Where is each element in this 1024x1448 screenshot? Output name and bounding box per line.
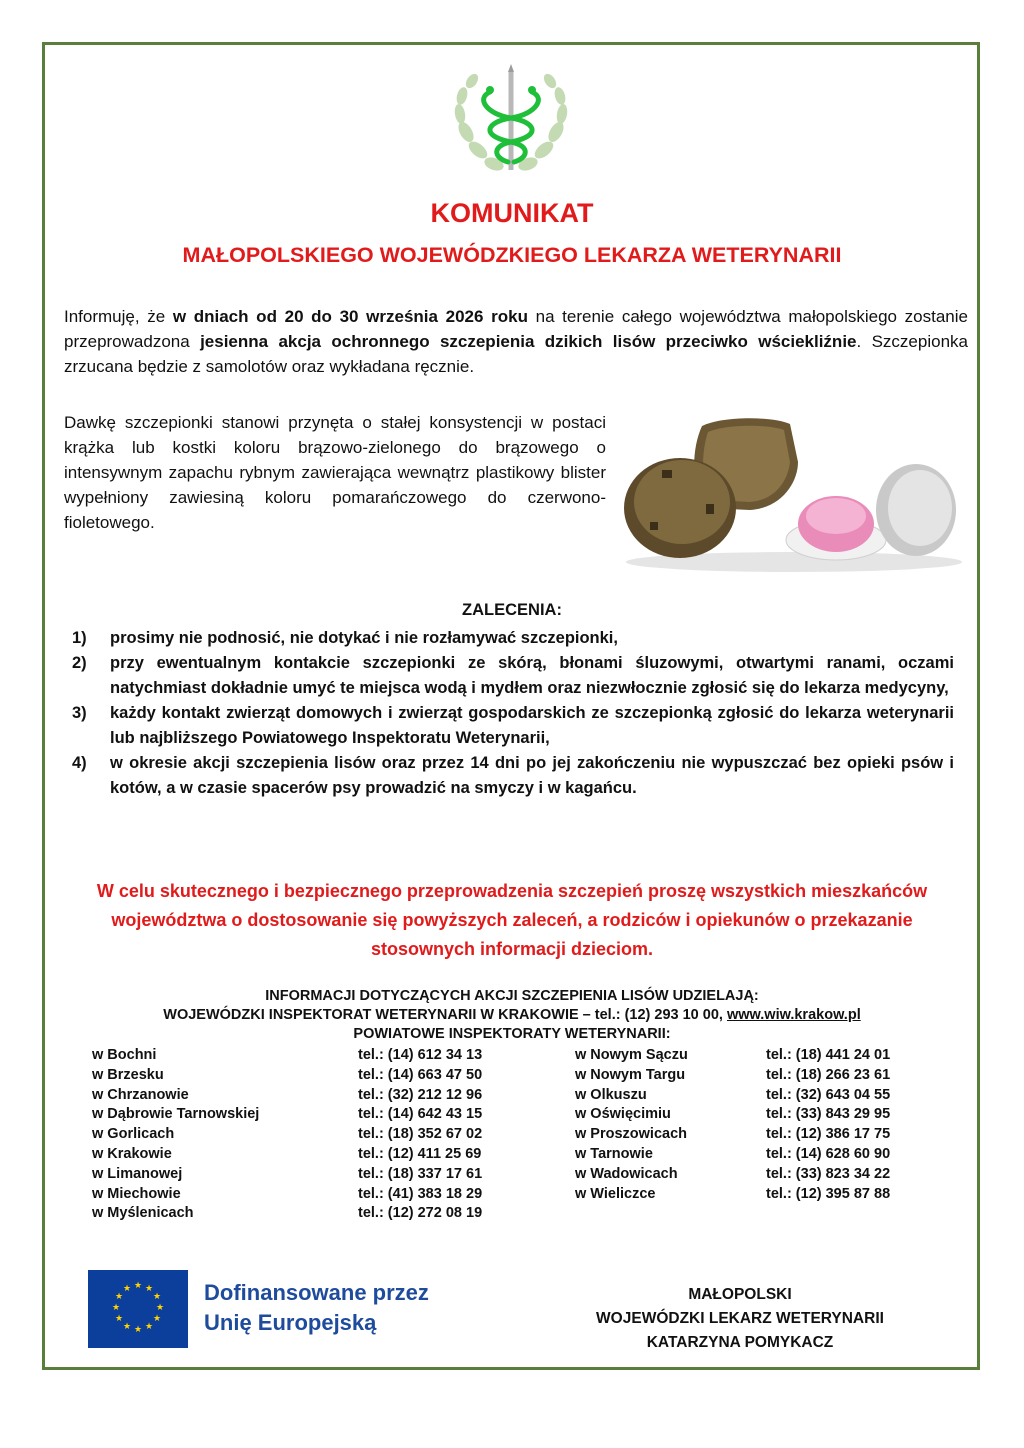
office-name: w Nowym Sączu [575, 1047, 688, 1063]
intro-text: . Szczepionka zrzucana będzie z samolotów oraz wykładana ręcznie. [64, 332, 968, 376]
recommendation-text: w okresie akcji szczepienia lisów oraz przez 14 dni po jej zakończeniu nie wypuszczać bez opieki psów i kotów, a w czasie spacerów psy prowadzić na smyczy i w kagańcu. [110, 754, 954, 797]
svg-text:★: ★ [144, 1322, 154, 1332]
appeal-note: W celu skutecznego i bezpiecznego przeprowadzenia szczepień proszę wszystkich mieszkańców województwa o dostosowanie się powyższych zaleceń, a rodziców i opiekunów o przekazanie stosownych informacji dzieciom. [96, 881, 928, 959]
intro-text: na terenie całego województwa małopolskiego zostanie przeprowadzona [64, 307, 968, 351]
office-name: w Krakowie [92, 1145, 172, 1162]
intro-campaign: jesienna akcja ochronnego szczepienia dzikich lisów przeciwko wściekliźnie [200, 332, 857, 351]
svg-text:★: ★ [111, 1303, 121, 1313]
piw-heading: POWIATOWE INSPEKTORATY WETERYNARII: [353, 1026, 671, 1042]
office-phone: tel.: (14) 642 43 15 [358, 1106, 483, 1123]
contact-row [92, 1105, 926, 1125]
office-phone: tel.: (12) 411 25 69 [358, 1145, 482, 1162]
contact-row [92, 1204, 926, 1224]
wiw-website-link[interactable]: www.wiw.krakow.pl [726, 1007, 861, 1023]
veterinary-caduceus-logo [446, 62, 576, 180]
blister-pink [786, 496, 886, 560]
office-phone: tel.: (18) 337 17 61 [358, 1165, 483, 1182]
office-phone: tel.: (18) 352 67 02 [358, 1126, 483, 1143]
office-name: w Wadowicach [575, 1165, 678, 1182]
vaccine-description: Dawkę szczepionki stanowi przynęta o stałej konsystencji w postaci krążka lub kostki koloru brązowo-zielonego do brązowego o intensywnym zapachu rybnym zawierająca wewnątrz plastikowy blister wypełniony zawiesiną koloru pomarańczowego do czerwono-fioletowego. [64, 413, 606, 532]
office-name: w Nowym Targu [575, 1066, 686, 1083]
document-title: KOMUNIKAT [430, 198, 594, 228]
eu-stars [88, 1270, 188, 1348]
svg-text:★: ★ [114, 1314, 124, 1324]
svg-text:★: ★ [122, 1322, 132, 1332]
eu-line-1: Dofinansowane przez [204, 1280, 429, 1305]
office-name: w Gorlicach [92, 1126, 175, 1143]
office-name: w Miechowie [92, 1185, 181, 1202]
office-name: w Oświęcimiu [575, 1106, 671, 1123]
recommendation-item [72, 701, 954, 751]
office-name: w Limanowej [92, 1165, 183, 1182]
office-phone: tel.: (18) 441 24 01 [766, 1047, 891, 1063]
contact-row [92, 1086, 926, 1106]
office-phone: tel.: (12) 272 08 19 [358, 1205, 483, 1222]
intro-dates: w dniach od 20 do 30 września 2026 roku [172, 307, 528, 326]
piw-contacts-table [92, 1046, 926, 1224]
office-name: w Dąbrowie Tarnowskiej [92, 1106, 260, 1123]
office-name: w Olkuszu [575, 1086, 647, 1103]
office-phone: tel.: (33) 843 29 95 [766, 1106, 891, 1123]
wiw-contact [0, 1006, 1024, 1025]
office-name: w Tarnowie [575, 1145, 653, 1162]
vaccine-bait-image [622, 412, 966, 574]
svg-text:★: ★ [152, 1292, 162, 1302]
contact-row [92, 1185, 926, 1205]
contact-row [92, 1066, 926, 1086]
intro-paragraph [64, 304, 968, 379]
signature-block [540, 1283, 940, 1355]
office-phone: tel.: (14) 663 47 50 [358, 1066, 483, 1083]
recommendation-text: prosimy nie podnosić, nie dotykać i nie rozłamywać szczepionki, [110, 629, 618, 647]
recommendation-item [72, 651, 954, 701]
info-heading: INFORMACJI DOTYCZĄCYCH AKCJI SZCZEPIENIA LISÓW UDZIELAJĄ: [265, 988, 759, 1004]
recommendation-text: każdy kontakt zwierząt domowych i zwierząt gospodarskich ze szczepionką zgłosić do lekarza weterynarii lub najbliższego Powiatowego Inspektoratu Weterynarii, [110, 704, 954, 747]
svg-text:★: ★ [133, 1325, 143, 1335]
office-name: w Proszowicach [575, 1126, 688, 1143]
office-name: w Chrzanowie [92, 1086, 189, 1103]
office-name [575, 1204, 766, 1224]
contact-row [92, 1145, 926, 1165]
wiw-contact-text: WOJEWÓDZKI INSPEKTORAT WETERYNARII W KRAKOWIE – tel.: (12) 293 10 00, [163, 1007, 727, 1023]
recommendation-number: 4) [72, 754, 87, 772]
contact-row [92, 1125, 926, 1145]
recommendation-item [72, 751, 954, 801]
office-phone: tel.: (32) 212 12 96 [358, 1086, 483, 1103]
recommendations-heading: ZALECENIA: [462, 601, 562, 619]
recommendations-list [72, 626, 954, 801]
signature-line-2: WOJEWÓDZKI LEKARZ WETERYNARII [596, 1310, 884, 1327]
contact-row [92, 1046, 926, 1066]
office-phone: tel.: (41) 383 18 29 [358, 1185, 483, 1202]
eu-line-2: Unię Europejską [204, 1310, 377, 1335]
office-phone: tel.: (33) 823 34 22 [766, 1165, 891, 1182]
recommendation-number: 2) [72, 654, 87, 672]
blister-foil [876, 464, 956, 556]
recommendation-item [72, 626, 954, 651]
office-name: w Wieliczce [575, 1185, 656, 1202]
svg-text:★: ★ [114, 1292, 124, 1302]
bait-round [624, 458, 736, 558]
recommendation-number: 3) [72, 704, 87, 722]
office-phone: tel.: (18) 266 23 61 [766, 1066, 891, 1083]
office-name: w Brzesku [92, 1066, 164, 1083]
svg-text:★: ★ [152, 1314, 162, 1324]
signature-line-3: KATARZYNA POMYKACZ [646, 1334, 834, 1351]
contact-row [92, 1165, 926, 1185]
svg-text:★: ★ [122, 1284, 132, 1294]
office-phone: tel.: (32) 643 04 55 [766, 1086, 891, 1103]
eu-funding-text [204, 1278, 429, 1338]
office-name: w Bochni [92, 1047, 157, 1063]
svg-text:★: ★ [144, 1284, 154, 1294]
office-phone: tel.: (14) 628 60 90 [766, 1145, 891, 1162]
recommendation-text: przy ewentualnym kontakcie szczepionki ze skórą, błonami śluzowymi, otwartymi ranami, oczami natychmiast dokładnie umyć te miejsca wodą i mydłem oraz niezwłocznie zgłosić się do lekarza medycyny, [110, 654, 954, 697]
eu-funding-badge [88, 1270, 464, 1348]
svg-text:★: ★ [155, 1303, 165, 1313]
office-phone: tel.: (12) 386 17 75 [766, 1126, 891, 1143]
office-phone: tel.: (12) 395 87 88 [766, 1185, 891, 1202]
office-name: w Myślenicach [92, 1205, 194, 1222]
signature-line-1: MAŁOPOLSKI [688, 1286, 792, 1303]
svg-text:★: ★ [133, 1281, 143, 1291]
document-subtitle: MAŁOPOLSKIEGO WOJEWÓDZKIEGO LEKARZA WETERYNARII [182, 243, 842, 267]
recommendation-number: 1) [72, 629, 87, 647]
office-phone: tel.: (14) 612 34 13 [358, 1047, 483, 1063]
eu-flag-icon [88, 1270, 188, 1348]
office-phone [766, 1204, 926, 1224]
intro-text: Informuję, że [64, 307, 173, 326]
